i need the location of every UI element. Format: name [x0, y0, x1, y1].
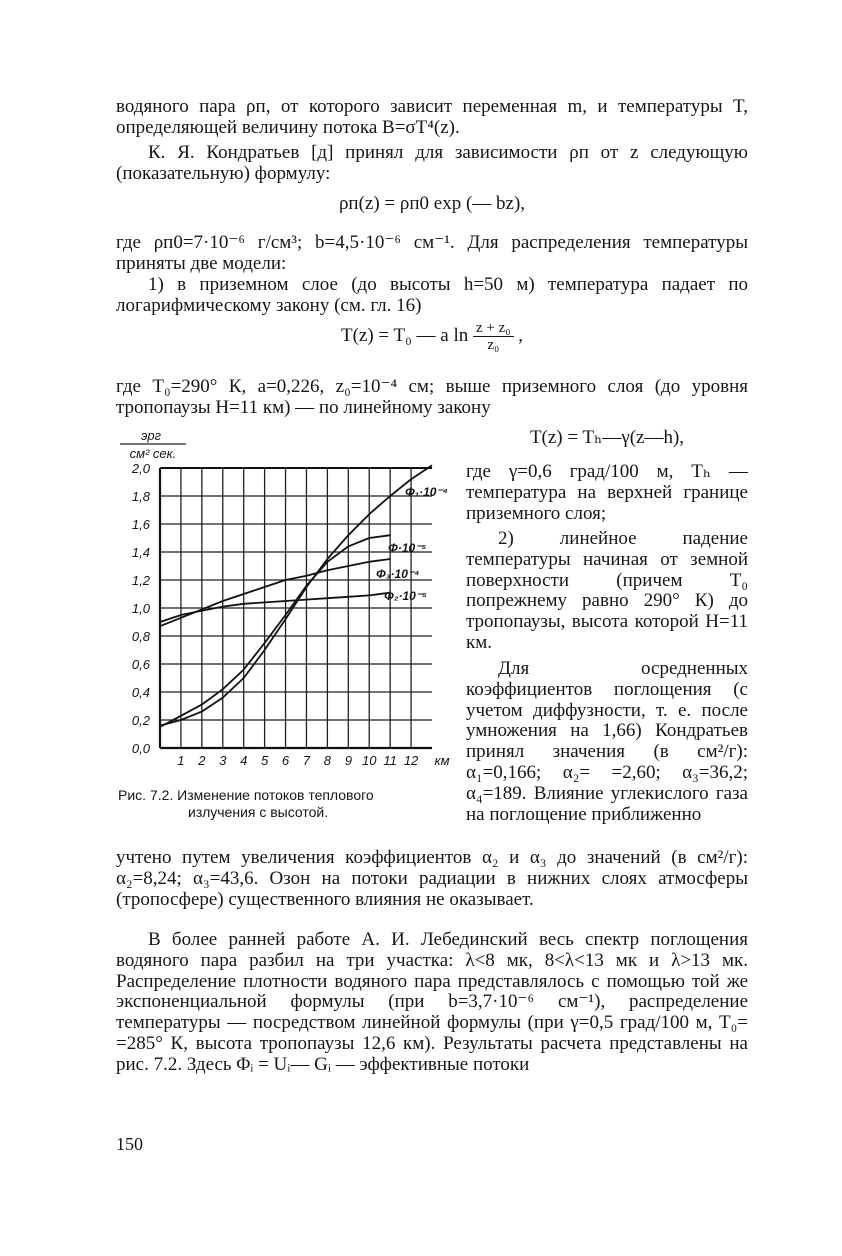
paragraph-3: где ρп0=7·10⁻⁶ г/см³; b=4,5·10⁻⁶ см⁻¹. Для распределения температуры приняты две модели:	[116, 232, 748, 274]
series-label-2: Φ·10⁻⁵	[388, 541, 427, 555]
series-label-4: Φ₂·10⁻⁵	[384, 589, 427, 603]
x-tick-label: 1	[177, 753, 185, 768]
x-tick-label: 5	[260, 753, 269, 768]
column-paragraph-2: 2) линейное падение температуры начиная от земной поверхности (причем T₀ попрежнему равно 290° К) до тропопаузы, высота которой H=11 км.	[466, 528, 748, 653]
figure-caption-line-1: Рис. 7.2. Изменение потоков теплового	[118, 787, 374, 803]
x-tick-label: 4	[240, 753, 248, 768]
chart-labels	[120, 428, 450, 768]
formula-log-end: ,	[518, 324, 524, 346]
y-tick-label: 1,8	[131, 489, 150, 504]
figure-caption	[118, 787, 460, 821]
paragraph-1: водяного пара ρп, от которого зависит переменная m, и температуры T, определяющей величину потока B=σT⁴(z).	[116, 96, 748, 138]
series-label-1: Φ₁·10⁻⁴	[405, 485, 448, 499]
paragraph-4: 1) в приземном слое (до высоты h=50 м) температура падает по логарифмическому закону (см. гл. 16)	[116, 274, 748, 316]
series-label-3: Φ₃·10⁻⁴	[376, 567, 420, 581]
column-paragraph-3: Для осредненных коэффициентов поглощения (с учетом диффузности, т. е. после умножения на 1,66) Кондратьев принял значения (в см²/г): α₁=0,166; α₂= =2,60; α₃=36,2; α₄=189. Влияние углекислого газа на поглощение приближенно	[466, 658, 748, 825]
x-tick-label: 12	[403, 753, 419, 768]
formula-log-left: T(z) = T₀ — a ln	[340, 324, 469, 346]
y-axis-unit-denominator: см² сек.	[129, 446, 177, 461]
x-axis-unit: км	[434, 753, 450, 768]
chart-grid	[160, 468, 432, 748]
series-line-3	[160, 559, 390, 626]
formula-log-denominator: z₀	[487, 337, 500, 353]
y-tick-label: 0,4	[131, 685, 150, 700]
y-axis-unit-numerator: эрг	[140, 428, 162, 443]
y-tick-label: 1,6	[131, 517, 150, 532]
formula-log-numerator: z + z₀	[473, 320, 514, 337]
series-line-2	[160, 535, 390, 727]
y-tick-label: 0,6	[131, 657, 150, 672]
y-tick-label: 2,0	[131, 461, 150, 476]
paragraph-7: В более ранней работе А. И. Лебединский весь спектр поглощения водяного пара разбил на три участка: λ<8 мк, 8<λ<13 мк и λ>13 мк. Распределение плотности водяного пара представлялось с помощью той же экспоненциальной формулы (при b=3,7·10⁻⁶ см⁻¹), распределение температуры — посредством линейной формулы (при γ=0,5 град/100 м, T₀= =285° К, высота тропопаузы 12,6 км). Результаты расчета представлены на рис. 7.2. Здесь Φᵢ = Uᵢ— Gᵢ — эффективные потоки	[116, 929, 748, 1075]
y-tick-label: 0,0	[131, 741, 150, 756]
figure-caption-line-2: излучения с высотой.	[188, 804, 329, 820]
paragraph-6: учтено путем увеличения коэффициентов α₂ и α₃ до значений (в см²/г): α₂=8,24; α₃=43,6. Озон на потоки радиации в нижних слоях атмосферы (тропосфере) существенного влияния не оказывает.	[116, 847, 748, 910]
series-line-4	[160, 593, 390, 622]
series-line-1	[160, 465, 432, 725]
paragraph-5: где T₀=290° К, a=0,226, z₀=10⁻⁴ см; выше приземного слоя (до уровня тропопаузы H=11 км) — по линейному закону	[116, 376, 748, 418]
formula-log-fraction	[473, 320, 514, 353]
y-tick-label: 0,2	[131, 713, 150, 728]
formula-density: ρп(z) = ρп0 exp (— bz),	[338, 193, 526, 214]
formula-log-temperature	[116, 320, 748, 353]
y-tick-label: 1,2	[131, 573, 150, 588]
x-tick-label: 2	[198, 753, 206, 768]
x-tick-label: 11	[383, 753, 397, 768]
y-tick-label: 1,0	[131, 601, 150, 616]
x-tick-label: 7	[302, 753, 311, 768]
x-tick-label: 3	[219, 753, 227, 768]
x-tick-label: 9	[344, 753, 352, 768]
column-paragraph-1: где γ=0,6 град/100 м, Tₕ — температура на верхней границе приземного слоя;	[466, 461, 748, 524]
chart-axes	[160, 468, 432, 748]
formula-linear-temperature: T(z) = Tₕ—γ(z—h),	[529, 427, 685, 448]
x-tick-label: 6	[281, 753, 290, 768]
y-tick-label: 1,4	[131, 545, 150, 560]
x-tick-label: 8	[323, 753, 332, 768]
page-number: 150	[116, 1134, 143, 1154]
x-tick-label: 10	[361, 753, 377, 768]
chart-series	[160, 465, 432, 727]
y-tick-label: 0,8	[131, 629, 150, 644]
paragraph-2: К. Я. Кондратьев [д] принял для зависимости ρп от z следующую (показательную) формулу:	[116, 142, 748, 184]
